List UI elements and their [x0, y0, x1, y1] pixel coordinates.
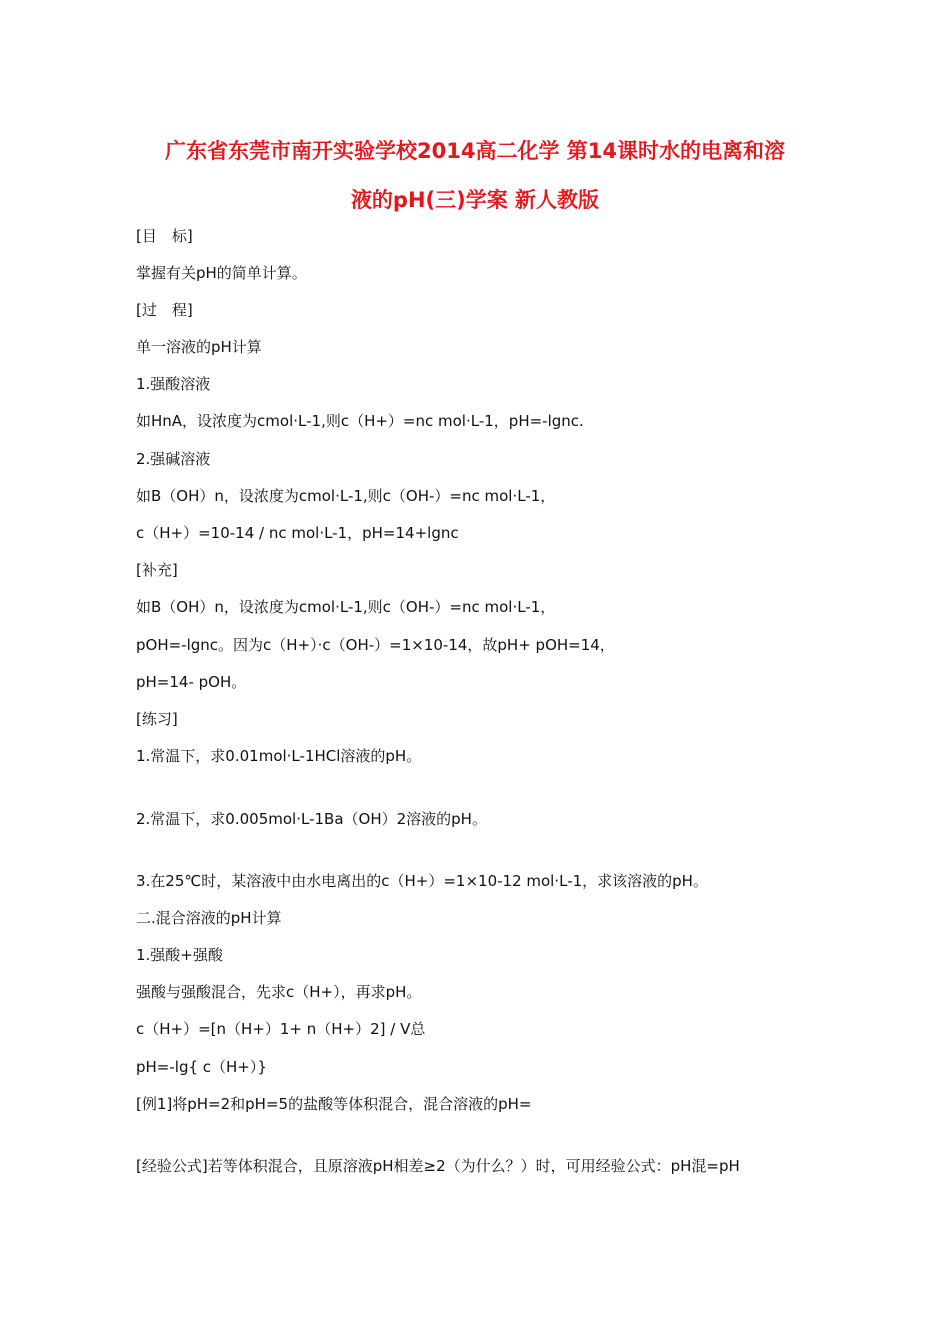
section-heading-supplement: [补充]: [136, 561, 178, 579]
document-title-line-2: 液的pH(三)学案 新人教版: [350, 188, 600, 212]
strong-base-formula-1: 如B（OH）n，设浓度为cmol·L-1,则c（OH-）=nc mol·L-1，: [136, 487, 556, 505]
supplement-line-1: 如B（OH）n，设浓度为cmol·L-1,则c（OH-）=nc mol·L-1，: [136, 598, 556, 616]
document-title-line-1: 广东省东莞市南开实验学校2014高二化学 第14课时水的电离和溶: [165, 139, 785, 163]
section-heading-objectives: [目 标]: [136, 227, 193, 245]
objective-text: 掌握有关pH的简单计算。: [136, 264, 307, 282]
subsection-single-solution: 单一溶液的pH计算: [136, 338, 262, 356]
strong-acid-formula: 如HnA，设浓度为cmol·L-1,则c（H+）=nc mol·L-1，pH=-lgnc.: [136, 412, 584, 430]
item-strong-acid-mix: 1.强酸+强酸: [136, 946, 223, 964]
example-1: [例1]将pH=2和pH=5的盐酸等体积混合，混合溶液的pH=: [136, 1095, 532, 1113]
subsection-mixed-solution: 二.混合溶液的pH计算: [136, 909, 282, 927]
strong-base-formula-2: c（H+）=10-14 / nc mol·L-1，pH=14+lgnc: [136, 524, 459, 542]
exercise-1: 1.常温下，求0.01mol·L-1HCl溶液的pH。: [136, 747, 422, 765]
exercise-2: 2.常温下，求0.005mol·L-1Ba（OH）2溶液的pH。: [136, 810, 487, 828]
item-strong-base: 2.强碱溶液: [136, 450, 211, 468]
exercise-3: 3.在25℃时，某溶液中由水电离出的c（H+）=1×10-12 mol·L-1，求该溶液的pH。: [136, 872, 708, 890]
mix-formula-2: pH=-lg{ c（H+）}: [136, 1058, 267, 1076]
section-heading-exercise: [练习]: [136, 710, 178, 728]
item-strong-acid: 1.强酸溶液: [136, 375, 211, 393]
section-heading-process: [过 程]: [136, 301, 193, 319]
supplement-line-2: pOH=-lgnc。因为c（H+）·c（OH-）=1×10-14，故pH+ pOH=14，: [136, 636, 615, 654]
supplement-line-3: pH=14- pOH。: [136, 673, 247, 691]
mix-method-text: 强酸与强酸混合，先求c（H+），再求pH。: [136, 983, 422, 1001]
empirical-formula-text: [经验公式]若等体积混合，且原溶液pH相差≥2（为什么？）时，可用经验公式：pH混=pH: [136, 1157, 740, 1175]
mix-formula-1: c（H+）=[n（H+）1+ n（H+）2] / V总: [136, 1020, 426, 1038]
